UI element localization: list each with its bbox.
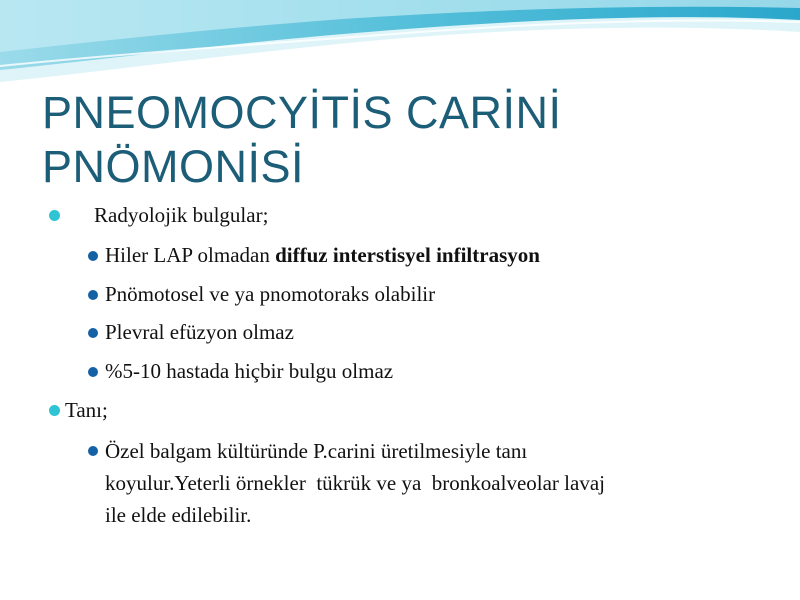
list-item-tani: Tanı; <box>65 398 108 422</box>
list-item-ozel-balgam <box>105 435 605 531</box>
bullet-icon <box>88 290 98 300</box>
bullet-icon <box>88 328 98 338</box>
bullet-icon <box>88 251 98 261</box>
title-line-2: PNÖMONİSİ <box>42 141 305 192</box>
bullet-icon <box>49 405 60 416</box>
title-line-1: PNEOMOCYİTİS CARİNİ <box>42 87 562 138</box>
list-item-plevral: Plevral efüzyon olmaz <box>105 320 294 344</box>
list-item-pnomatosel: Pnömotosel ve ya pnomotoraks olabilir <box>105 282 436 306</box>
bullet-icon <box>49 210 60 221</box>
ozel-line-3: ile elde edilebilir. <box>105 503 252 527</box>
header-wave-decoration <box>0 0 800 100</box>
list-item-yuzde: %5-10 hastada hiçbir bulgu olmaz <box>105 359 394 383</box>
list-item-radyoloji: Radyolojik bulgular; <box>94 203 269 227</box>
bullet-icon <box>88 367 98 377</box>
ozel-line-2: koyulur.Yeterli örnekler tükrük ve ya bronkoalveolar lavaj <box>105 471 605 495</box>
hiler-bold-text: diffuz interstisyel infiltrasyon <box>275 243 540 267</box>
slide-title <box>42 86 562 194</box>
ozel-line-1: Özel balgam kültüründe P.carini üretilmesiyle tanı <box>105 439 528 463</box>
bullet-icon <box>88 446 98 456</box>
hiler-text: Hiler LAP olmadan <box>105 243 276 267</box>
list-item-hiler <box>105 240 540 271</box>
